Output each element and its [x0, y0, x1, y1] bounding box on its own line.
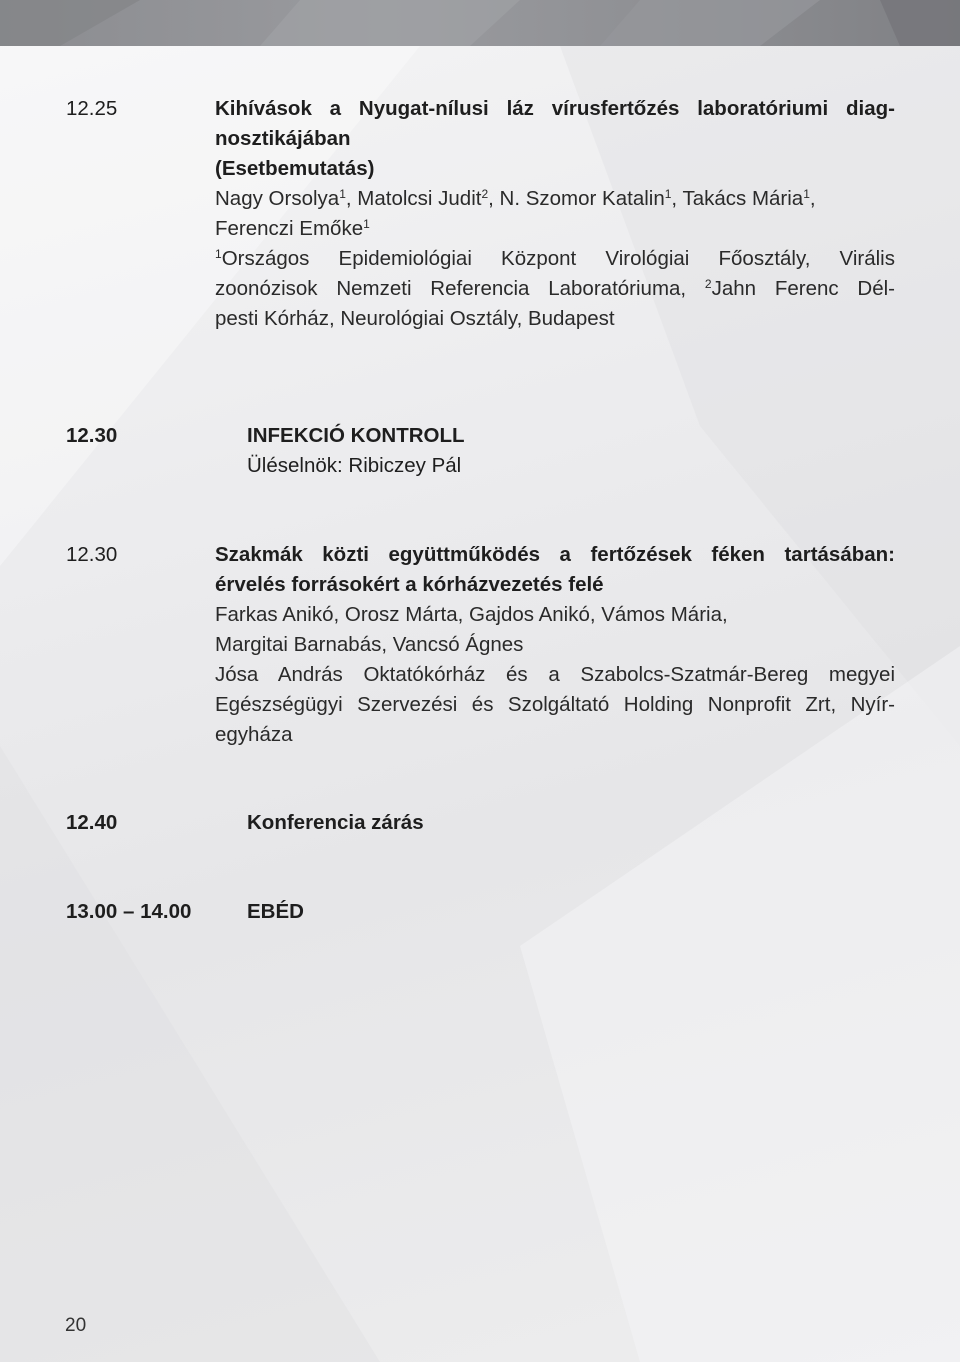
entry-affiliation-line: Egészségügyi Szervezési és Szolgáltató Holding Nonprofit Zrt, Nyír- — [215, 693, 895, 716]
section-heading: INFEKCIÓ KONTROLL — [247, 424, 465, 447]
entry-body — [215, 540, 895, 750]
page-number: 20 — [65, 1315, 87, 1336]
header-band-pattern — [0, 0, 960, 46]
entry-authors-line — [215, 184, 895, 214]
section-time: 12.40 — [66, 811, 118, 834]
author-affil-marker: 2 — [481, 187, 489, 201]
affil-text: zoonózisok Nemzeti Referencia Laboratóriuma, — [215, 277, 705, 300]
entry-time: 12.30 — [66, 543, 118, 566]
author-affil-marker: 1 — [803, 187, 810, 201]
section-heading: Konferencia zárás — [247, 811, 424, 834]
entry-title-line: nosztikájában — [215, 127, 351, 150]
entry-affiliation-line — [215, 274, 895, 304]
header-band — [0, 0, 960, 46]
entry-affiliation-line: egyháza — [215, 723, 293, 746]
entry-title-line: Kihívások a Nyugat-nílusi láz vírusfertőzés laboratóriumi diag- — [215, 97, 895, 120]
entry-authors-line: Margitai Barnabás, Vancsó Ágnes — [215, 633, 524, 656]
entry-time: 12.25 — [66, 97, 118, 120]
entry-authors-line — [215, 214, 895, 244]
author-text: Nagy Orsolya — [215, 187, 340, 210]
affil-text: Országos Epidemiológiai Központ Virológiai Főosztály, Virális — [221, 247, 895, 270]
entry-title-line: érvelés forrásokért a kórházvezetés felé — [215, 573, 604, 596]
section-body — [247, 897, 887, 927]
author-text: , Matolcsi Judit — [345, 187, 482, 210]
section-time: 12.30 — [66, 424, 118, 447]
author-text: , — [809, 187, 816, 210]
author-text: , Takács Mária — [671, 187, 804, 210]
author-affil-marker: 1 — [363, 217, 370, 231]
affil-text: Jahn Ferenc Dél- — [711, 277, 896, 300]
section-chair: Üléselnök: Ribiczey Pál — [247, 454, 462, 477]
author-affil-marker: 1 — [339, 187, 346, 201]
author-text: Ferenczi Emőke — [215, 217, 364, 240]
affil-marker: 1 — [215, 247, 222, 261]
entry-title-line: Szakmák közti együttműködés a fertőzések féken tartásában: — [215, 543, 895, 566]
entry-affiliation-line: Jósa András Oktatókórház és a Szabolcs-Szatmár-Bereg megyei — [215, 663, 895, 686]
section-heading: EBÉD — [247, 900, 304, 923]
author-affil-marker: 1 — [664, 187, 672, 201]
author-text: , N. Szomor Katalin — [488, 187, 665, 210]
entry-affiliation-line: pesti Kórház, Neurológiai Osztály, Budapest — [215, 307, 615, 330]
entry-title-line: (Esetbemutatás) — [215, 157, 375, 180]
section-body — [247, 808, 887, 838]
section-time: 13.00 – 14.00 — [66, 900, 192, 923]
entry-authors-line: Farkas Anikó, Orosz Márta, Gajdos Anikó, Vámos Mária, — [215, 603, 728, 626]
entry-body — [215, 94, 895, 334]
section-body — [247, 421, 887, 481]
entry-affiliation-line — [215, 244, 895, 274]
affil-marker: 2 — [704, 277, 712, 291]
